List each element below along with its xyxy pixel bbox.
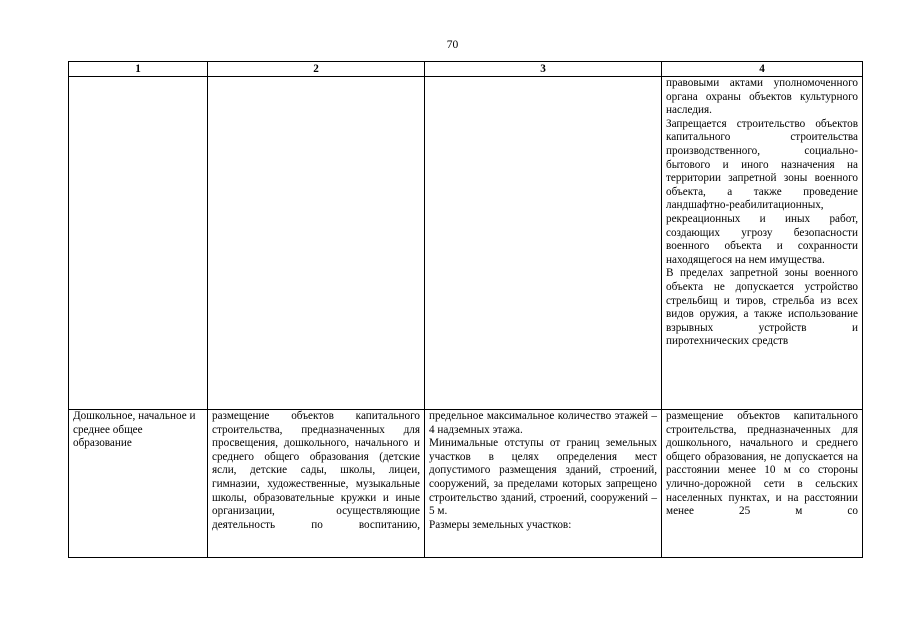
- row1-col4-paragraph: правовыми актами уполномоченного органа охраны объектов культурного наследия.: [666, 77, 858, 117]
- column-header-4: 4: [662, 62, 863, 77]
- row2-cell-2: [208, 410, 425, 558]
- row2-col3-paragraph: Размеры земельных участков:: [429, 518, 572, 531]
- column-header-2: 2: [208, 62, 425, 77]
- row2-col4-paragraph: размещение объектов капитального строительства, предназначенных для дошкольного, начального и среднего общего образования, не допускается на расстоянии менее 10 м со стороны улично-дорожной сети в сельских населенных пунктах, и на расстоянии менее 25 м со: [666, 410, 858, 518]
- row2-cell-3: [425, 410, 662, 558]
- column-header-1: 1: [69, 62, 208, 77]
- row1-cell-3: [425, 77, 662, 410]
- row2-col2-paragraph: размещение объектов капитального строительства, предназначенных для просвещения, дошкольного, начального и среднего общего образования (детские ясли, детские сады, школы, лицеи, гимназии, художественные, музыкальные школы, образовательные кружки и иные организации, осуществляющие деятельность по воспитанию,: [212, 410, 420, 531]
- table-row: [69, 410, 863, 558]
- row2-cell-4: [662, 410, 863, 558]
- row2-col3-paragraph: Минимальные отступы от границ земельных участков в целях определения мест допустимого размещения зданий, строений, сооружений, за пределами которых запрещено строительство зданий, строений, сооружений – 5 м.: [429, 437, 657, 518]
- row1-col4-paragraph: Запрещается строительство объектов капитального строительства производственного, социально-бытового и иного назначения на территории запретной зоны военного объекта, а также проведение ландшафтно-реабилитационных, рекреационных и иных работ, создающих угрозу безопасности военного объекта и сохранности находящегося на нем имущества.: [666, 117, 858, 266]
- page-number: 70: [446, 39, 459, 51]
- row2-col3-paragraph: предельное максимальное количество этажей – 4 надземных этажа.: [429, 410, 657, 436]
- row1-col4-paragraph: В пределах запретной зоны военного объекта не допускается устройство стрельбищ и тиров, стрельба из всех видов оружия, а также использование взрывных устройств и пиротехнических средств: [666, 267, 858, 348]
- row1-cell-2: [208, 77, 425, 410]
- row1-cell-1: [69, 77, 208, 410]
- table-header-row: [69, 62, 863, 77]
- row2-cell-1-land-use-type: Дошкольное, начальное и среднее общее образование: [69, 410, 208, 558]
- row1-cell-4: [662, 77, 863, 410]
- table-row: [69, 77, 863, 410]
- regulation-table: [68, 61, 863, 558]
- column-header-3: 3: [425, 62, 662, 77]
